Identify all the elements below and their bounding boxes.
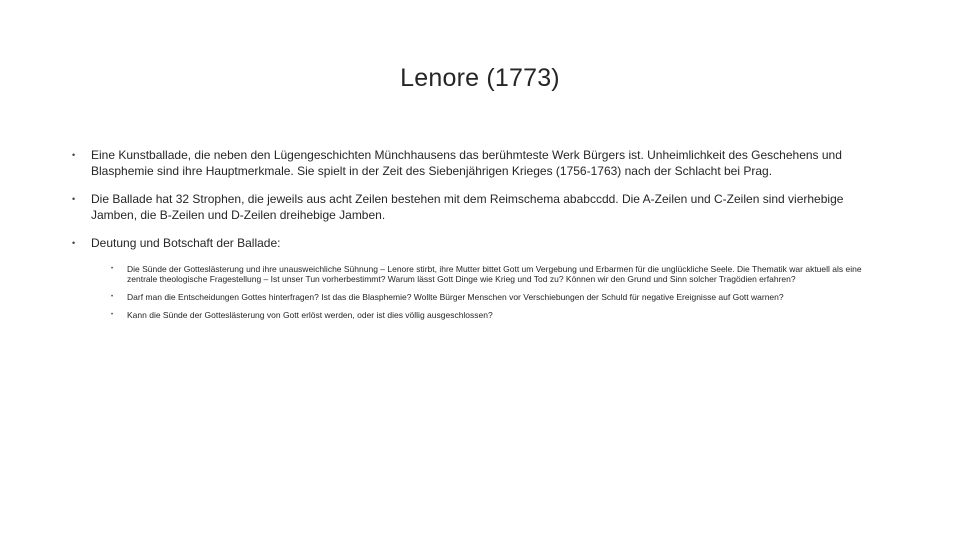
sub-bullet-item (107, 292, 890, 302)
sub-bullet-text: Kann die Sünde der Gotteslästerung von Gott erlöst werden, oder ist dies völlig ausgeschlossen? (127, 310, 493, 320)
bullet-item (70, 147, 890, 179)
bullet-item (70, 191, 890, 223)
bullet-text: Eine Kunstballade, die neben den Lügengeschichten Münchhausens das berühmteste Werk Bürgers ist. Unheimlichkeit des Geschehens und Blasphemie sind ihre Hauptmerkmale. Sie spielt in der Zeit des Siebenjährigen Krieges (1756-1763) nach der Schlacht bei Prag. (91, 148, 842, 178)
bullet-marker: • (72, 238, 76, 248)
sub-bullet-item (107, 310, 890, 320)
bullet-marker: • (72, 150, 76, 160)
sub-bullet-item (107, 264, 890, 284)
bullet-text: Deutung und Botschaft der Ballade: (91, 236, 281, 250)
sub-bullet-marker: • (111, 294, 114, 300)
slide-title: Lenore (1773) (400, 64, 560, 92)
sub-bullet-text: Die Sünde der Gotteslästerung und ihre unausweichliche Sühnung – Lenore stirbt, ihre Mutter bittet Gott um Vergebung und Erbarmen für die unglückliche Seele. Die Thematik war aktuell als eine zentrale theologische Fragestellung – Ist unser Tun vorherbestimmt? Warum lässt Gott Dinge wie Krieg und Tod zu? Können wir den Grund und Sinn solcher Tragödien erfahren? (127, 264, 862, 284)
sub-bullet-list (91, 264, 890, 320)
bullet-item (70, 235, 890, 320)
sub-bullet-text: Darf man die Entscheidungen Gottes hinterfragen? Ist das die Blasphemie? Wollte Bürger Menschen vor Verschiebungen der Schuld für negative Ereignisse auf Gott warnen? (127, 292, 784, 302)
sub-bullet-marker: • (111, 312, 114, 318)
bullet-marker: • (72, 194, 76, 204)
bullet-text: Die Ballade hat 32 Strophen, die jeweils aus acht Zeilen bestehen mit dem Reimschema ababccdd. Die A-Zeilen und C-Zeilen sind vierhebige Jamben, die B-Zeilen und D-Zeilen dreihebige Jamben. (91, 192, 844, 222)
slide-content (70, 147, 890, 332)
sub-bullet-marker: • (111, 266, 114, 272)
